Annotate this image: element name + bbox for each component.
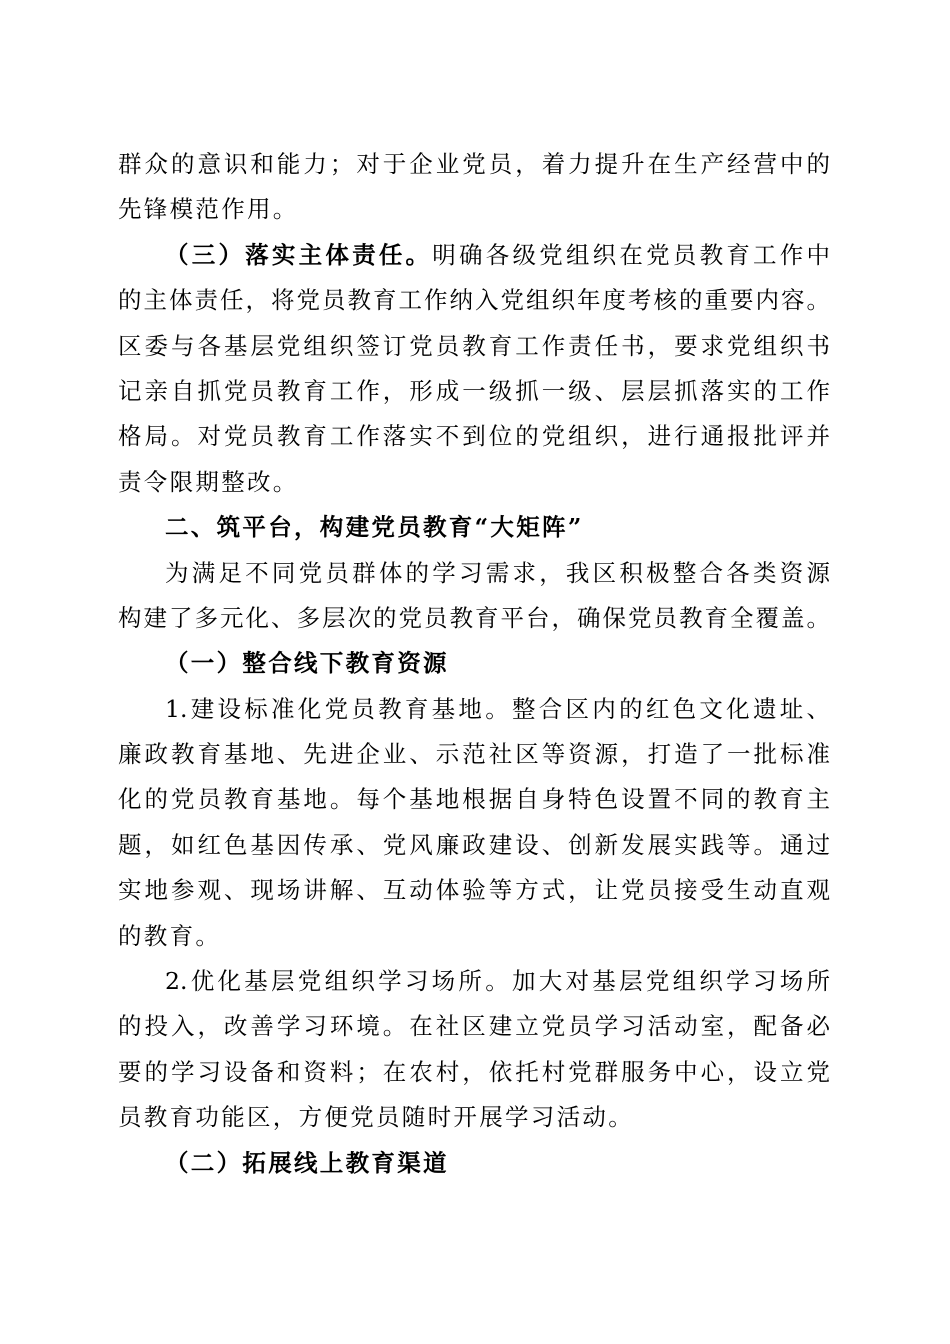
paragraph-line: 化的党员教育基地。每个基地根据自身特色设置不同的教育主	[118, 785, 830, 814]
paragraph-line: 责令限期整改。	[118, 467, 299, 496]
paragraph-line: 先锋模范作用。	[118, 195, 299, 224]
paragraph-line: 格局。对党员教育工作落实不到位的党组织，进行通报批评并	[118, 422, 830, 451]
paragraph-line: 的主体责任，将党员教育工作纳入党组织年度考核的重要内容。	[118, 286, 830, 315]
subsection-heading-2: （二）拓展线上教育渠道	[165, 1148, 449, 1177]
subsection-heading-1: （一）整合线下教育资源	[165, 649, 449, 678]
paragraph-line: 群众的意识和能力；对于企业党员，着力提升在生产经营中的	[118, 150, 830, 178]
paragraph-line: 的投入，改善学习环境。在社区建立党员学习活动室，配备必	[118, 1012, 830, 1041]
paragraph-line: 的教育。	[118, 921, 222, 950]
paragraph-line: 题，如红色基因传承、党风廉政建设、创新发展实践等。通过	[118, 830, 830, 859]
paragraph-line: 要的学习设备和资料；在农村，依托村党群服务中心，设立党	[118, 1057, 830, 1086]
paragraph-line-with-heading	[118, 233, 830, 278]
paragraph-line: 2.优化基层党组织学习场所。加大对基层党组织学习场所	[165, 967, 830, 996]
document-body	[118, 142, 830, 1186]
paragraph-line: 记亲自抓党员教育工作，形成一级抓一级、层层抓落实的工作	[118, 376, 830, 405]
paragraph-line: 1.建设标准化党员教育基地。整合区内的红色文化遗址、	[165, 694, 830, 723]
paragraph-line: 构建了多元化、多层次的党员教育平台，确保党员教育全覆盖。	[118, 603, 830, 632]
paragraph-line: 廉政教育基地、先进企业、示范社区等资源，打造了一批标准	[118, 740, 830, 769]
paragraph-line: 区委与各基层党组织签订党员教育工作责任书，要求党组织书	[118, 331, 830, 360]
paragraph-text: 明确各级党组织在党员教育工作中	[432, 240, 830, 269]
paragraph-line: 实地参观、现场讲解、互动体验等方式，让党员接受生动直观	[118, 876, 830, 905]
paragraph-line: 员教育功能区，方便党员随时开展学习活动。	[118, 1103, 634, 1132]
section-heading-2: 二、筑平台，构建党员教育“大矩阵”	[165, 513, 584, 542]
paragraph-line: 为满足不同党员群体的学习需求，我区积极整合各类资源	[165, 558, 830, 587]
section-subheading-3: （三）落实主体责任。	[165, 240, 433, 269]
